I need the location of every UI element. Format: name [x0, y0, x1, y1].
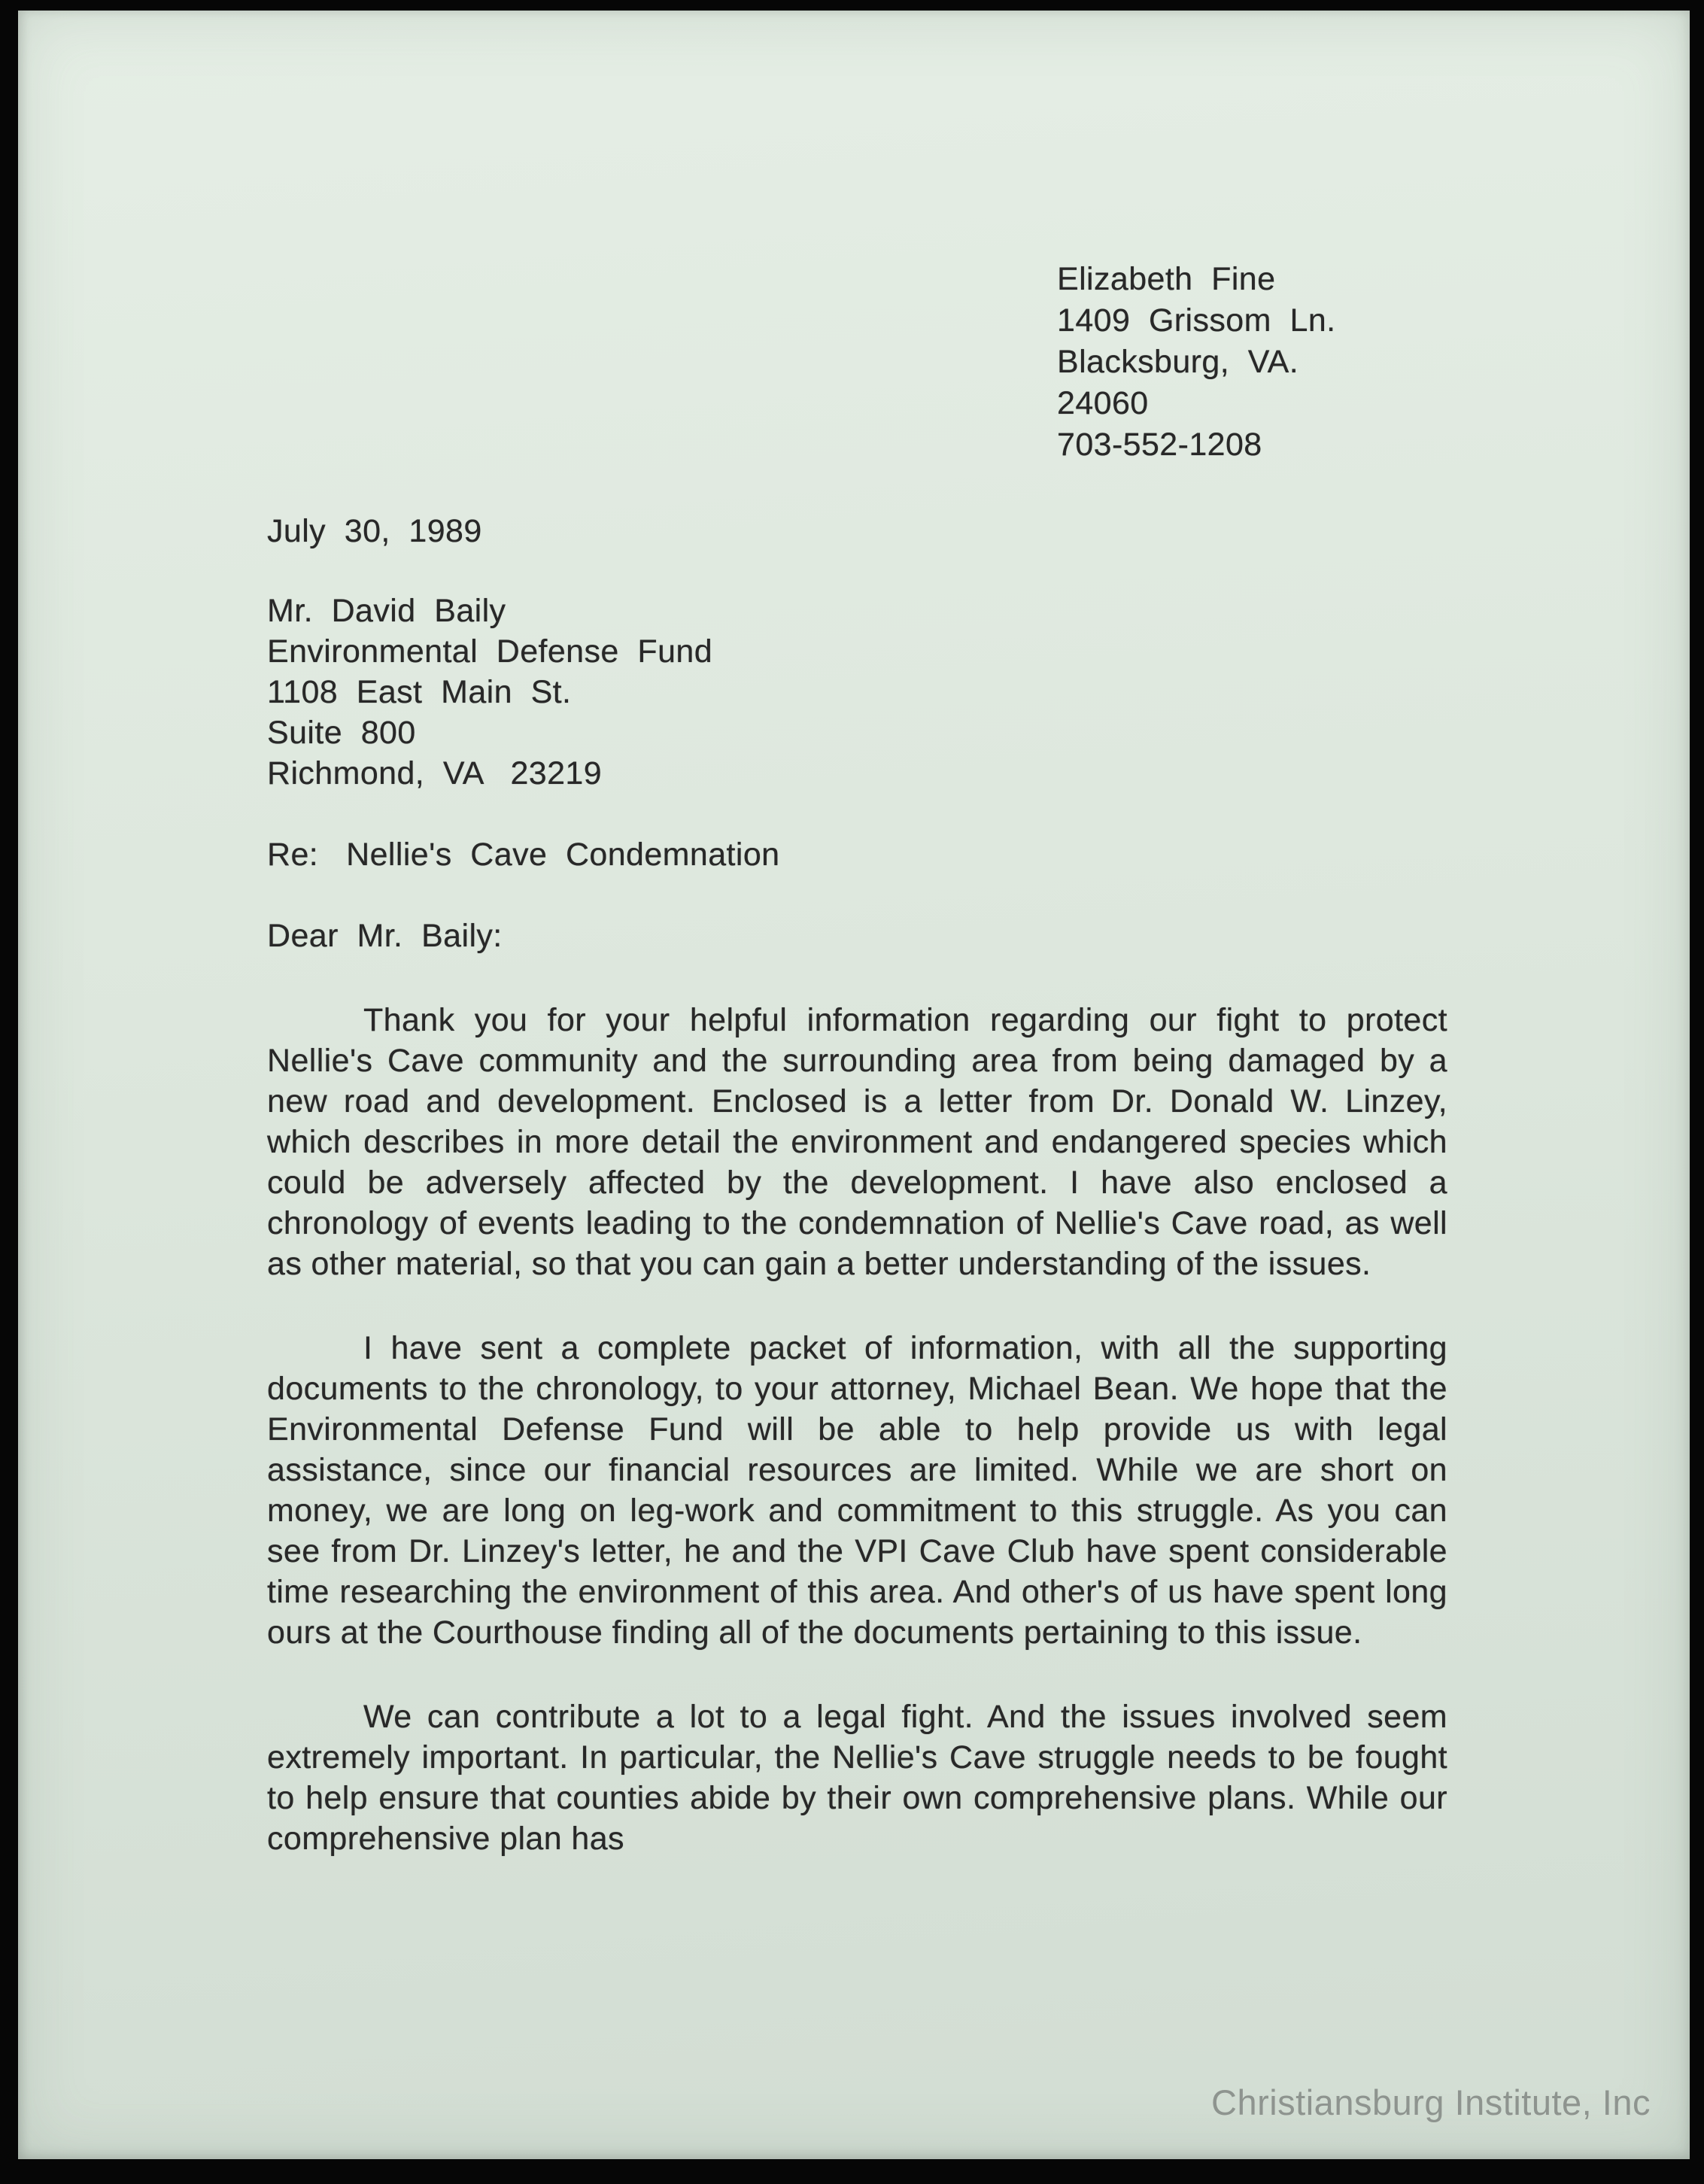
letter-content: [267, 259, 1447, 1859]
re-subject-line: Re: Nellie's Cave Condemnation: [267, 837, 780, 873]
recipient-suite: Suite 800: [267, 715, 416, 751]
recipient-street: 1108 East Main St.: [267, 674, 572, 710]
date-line: July 30, 1989: [267, 513, 482, 549]
sender-city: Blacksburg, VA.: [1057, 344, 1299, 380]
watermark-text: Christiansburg Institute, Inc: [1211, 2082, 1651, 2122]
recipient-city-state-zip: Richmond, VA 23219: [267, 755, 603, 791]
recipient-name: Mr. David Baily: [267, 593, 506, 629]
letter-page: [18, 11, 1690, 2159]
sender-phone: 703-552-1208: [1057, 427, 1262, 463]
recipient-address-block: [267, 591, 1447, 794]
sender-name: Elizabeth Fine: [1057, 261, 1276, 297]
letter-paragraph-2: I have sent a complete packet of information, with all the supporting documents to the chronology, to your attorney, Michael Bean. We hope that the Environmental Defense Fund will be able to help provide us with legal assistance, since our financial resources are limited. While we are short on money, we are long on leg-work and commitment to this struggle. As you can see from Dr. Linzey's letter, he and the VPI Cave Club have spent considerable time researching the environment of this area. And other's of us have spent long ours at the Courthouse finding all of the documents pertaining to this issue.: [267, 1330, 1447, 1651]
salutation: Dear Mr. Baily:: [267, 918, 503, 954]
sender-address-block: [1057, 259, 1447, 466]
recipient-organization: Environmental Defense Fund: [267, 633, 713, 670]
letter-paragraph-3: We can contribute a lot to a legal fight. And the issues involved seem extremely important. In particular, the Nellie's Cave struggle needs to be fought to help ensure that counties abide by their own comprehensive plans. While our comprehensive plan has: [267, 1699, 1447, 1857]
sender-zip: 24060: [1057, 385, 1149, 421]
sender-street: 1409 Grissom Ln.: [1057, 302, 1336, 339]
letter-paragraph-1: Thank you for your helpful information regarding our fight to protect Nellie's Cave community and the surrounding area from being damaged by a new road and development. Enclosed is a letter from Dr. Donald W. Linzey, which describes in more detail the environment and endangered species which could be adversely affected by the development. I have also enclosed a chronology of events leading to the condemnation of Nellie's Cave road, as well as other material, so that you can gain a better understanding of the issues.: [267, 1002, 1447, 1282]
